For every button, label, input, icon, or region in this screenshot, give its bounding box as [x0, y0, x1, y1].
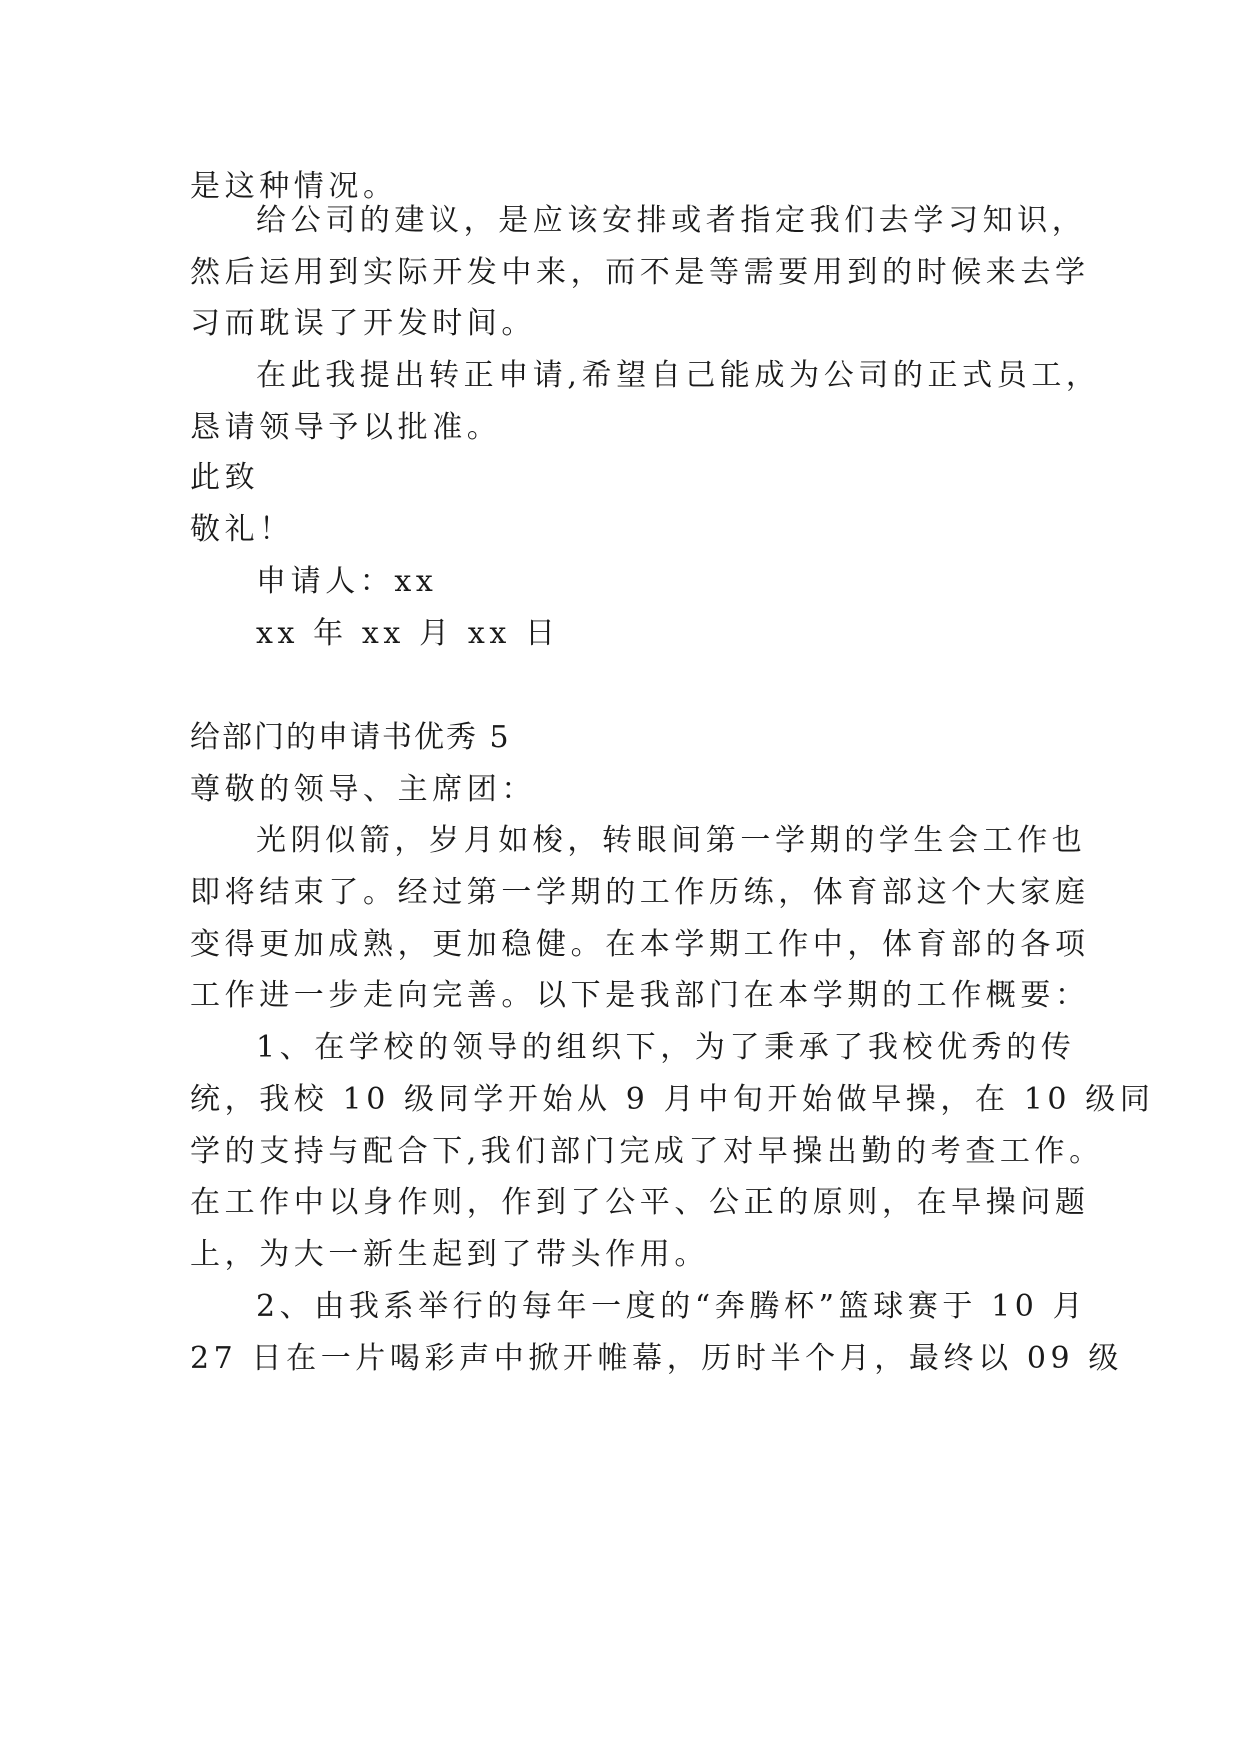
text-line: 统，我校 10 级同学开始从 9 月中旬开始做早操，在 10 级同: [190, 1082, 1155, 1117]
text-line: 光阴似箭，岁月如梭，转眼间第一学期的学生会工作也: [256, 823, 1087, 858]
text-line: 习而耽误了开发时间。: [190, 306, 536, 341]
text-line: 2、由我系举行的每年一度的“奔腾杯”篮球赛于 10 月: [256, 1289, 1088, 1324]
text-line: 变得更加成熟，更加稳健。在本学期工作中，体育部的各项: [190, 927, 1090, 962]
signature-line: 申请人：xx: [256, 564, 438, 599]
section-heading: 给部门的申请书优秀 5: [190, 720, 511, 755]
salutation-line: 尊敬的领导、主席团：: [190, 772, 536, 807]
closing-line: 敬礼！: [190, 512, 294, 547]
closing-line: 此致: [190, 460, 260, 495]
text-line: 工作进一步走向完善。以下是我部门在本学期的工作概要：: [190, 978, 1090, 1013]
text-line: 即将结束了。经过第一学期的工作历练，体育部这个大家庭: [190, 875, 1090, 910]
text-line: 上，为大一新生起到了带头作用。: [190, 1237, 709, 1272]
text-line: 在工作中以身作则，作到了公平、公正的原则，在早操问题: [190, 1185, 1090, 1220]
date-line: xx 年 xx 月 xx 日: [256, 616, 560, 651]
text-line: 学的支持与配合下,我们部门完成了对早操出勤的考查工作。: [190, 1134, 1104, 1169]
text-line: 1、在学校的领导的组织下，为了秉承了我校优秀的传: [256, 1030, 1076, 1065]
text-line: 给公司的建议，是应该安排或者指定我们去学习知识，: [256, 203, 1087, 238]
text-line: 恳请领导予以批准。: [190, 410, 502, 445]
text-line: 27 日在一片喝彩声中掀开帷幕，历时半个月，最终以 09 级: [190, 1341, 1123, 1376]
text-line: 在此我提出转正申请,希望自己能成为公司的正式员工，: [256, 358, 1101, 393]
text-line: 然后运用到实际开发中来，而不是等需要用到的时候来去学: [190, 255, 1090, 290]
text-line: 是这种情况。: [190, 169, 398, 204]
